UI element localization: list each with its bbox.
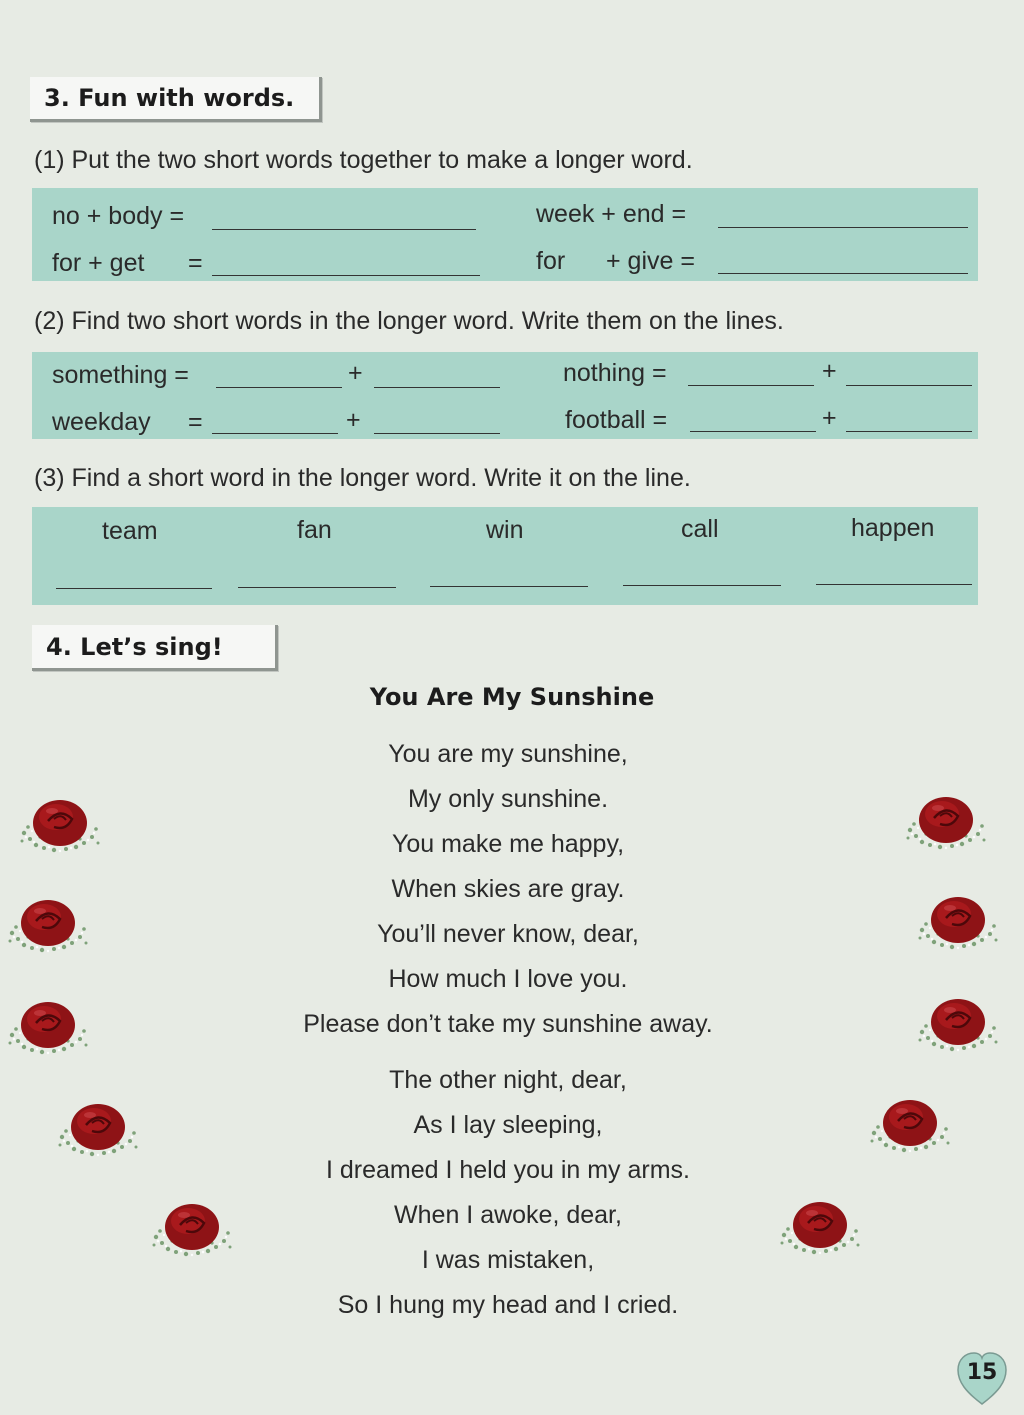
song-title: You Are My Sunshine — [369, 683, 655, 711]
lyric-line: I was mistaken, — [421, 1246, 595, 1274]
rose-icon — [2, 893, 92, 957]
rose-icon — [774, 1195, 864, 1259]
part-3-instruction: (3) Find a short word in the longer word. Write it on the line. — [34, 464, 691, 492]
item-weekday-equals: = — [188, 408, 203, 436]
section-4-heading: 4. Let’s sing! — [32, 625, 278, 671]
word-happen: happen — [851, 514, 935, 542]
word-fan: fan — [297, 516, 332, 544]
answer-line-something-2[interactable] — [374, 387, 500, 388]
rose-icon — [52, 1097, 142, 1161]
lyric-line: When skies are gray. — [391, 875, 625, 903]
word-team: team — [102, 517, 158, 545]
item-football: football = — [565, 406, 668, 434]
rose-icon — [146, 1197, 236, 1261]
rose-icon — [864, 1093, 954, 1157]
lyric-line: You are my sunshine, — [388, 740, 628, 768]
page-number: 15 — [966, 1360, 998, 1385]
lyric-line: I dreamed I held you in my arms. — [325, 1156, 691, 1184]
answer-line-team[interactable] — [56, 588, 212, 589]
rose-icon — [14, 793, 104, 857]
plus-sign: + — [822, 404, 837, 432]
plus-sign: + — [348, 359, 363, 387]
answer-line-nothing-2[interactable] — [846, 385, 972, 386]
plus-sign: + — [346, 406, 361, 434]
rose-icon — [900, 790, 990, 854]
lyric-line: The other night, dear, — [389, 1066, 627, 1094]
word-win: win — [486, 516, 524, 544]
item-for-get-equals: = — [188, 249, 203, 277]
lyric-line: How much I love you. — [388, 965, 628, 993]
item-no-body: no + body = — [52, 202, 185, 230]
word-call: call — [681, 515, 719, 543]
lyric-line: You make me happy, — [391, 830, 625, 858]
lyric-line: When I awoke, dear, — [394, 1201, 622, 1229]
item-for-get: for + get — [52, 249, 145, 277]
item-something: something = — [52, 361, 189, 389]
lyric-line: As I lay sleeping, — [413, 1111, 603, 1139]
page-number-badge — [956, 1350, 1008, 1406]
part-2-instruction: (2) Find two short words in the longer word. Write them on the lines. — [34, 307, 784, 335]
answer-line-win[interactable] — [430, 586, 588, 587]
lyric-line: Please don’t take my sunshine away. — [303, 1010, 713, 1038]
item-weekday: weekday — [52, 408, 151, 436]
item-week-end: week + end = — [536, 200, 687, 228]
answer-line-fan[interactable] — [238, 587, 396, 588]
rose-icon — [912, 992, 1002, 1056]
answer-line-no-body[interactable] — [212, 229, 476, 230]
answer-line-football-1[interactable] — [690, 431, 816, 432]
item-nothing: nothing = — [563, 359, 667, 387]
answer-line-happen[interactable] — [816, 584, 972, 585]
plus-sign: + — [822, 357, 837, 385]
lyric-line: You’ll never know, dear, — [377, 920, 639, 948]
lyric-line: So I hung my head and I cried. — [337, 1291, 679, 1319]
answer-line-football-2[interactable] — [846, 431, 972, 432]
answer-line-something-1[interactable] — [216, 387, 342, 388]
answer-line-weekday-1[interactable] — [212, 433, 338, 434]
answer-line-for-give[interactable] — [718, 273, 968, 274]
answer-line-for-get[interactable] — [212, 275, 480, 276]
section-3-heading: 3. Fun with words. — [30, 77, 322, 122]
item-for-give-give: + give = — [606, 247, 695, 275]
answer-line-weekday-2[interactable] — [374, 433, 500, 434]
answer-line-week-end[interactable] — [718, 227, 968, 228]
part-1-instruction: (1) Put the two short words together to make a longer word. — [34, 146, 693, 174]
answer-line-call[interactable] — [623, 585, 781, 586]
rose-icon — [2, 995, 92, 1059]
lyric-line: My only sunshine. — [407, 785, 609, 813]
answer-line-nothing-1[interactable] — [688, 385, 814, 386]
rose-icon — [912, 890, 1002, 954]
item-for-give-for: for — [536, 247, 566, 275]
